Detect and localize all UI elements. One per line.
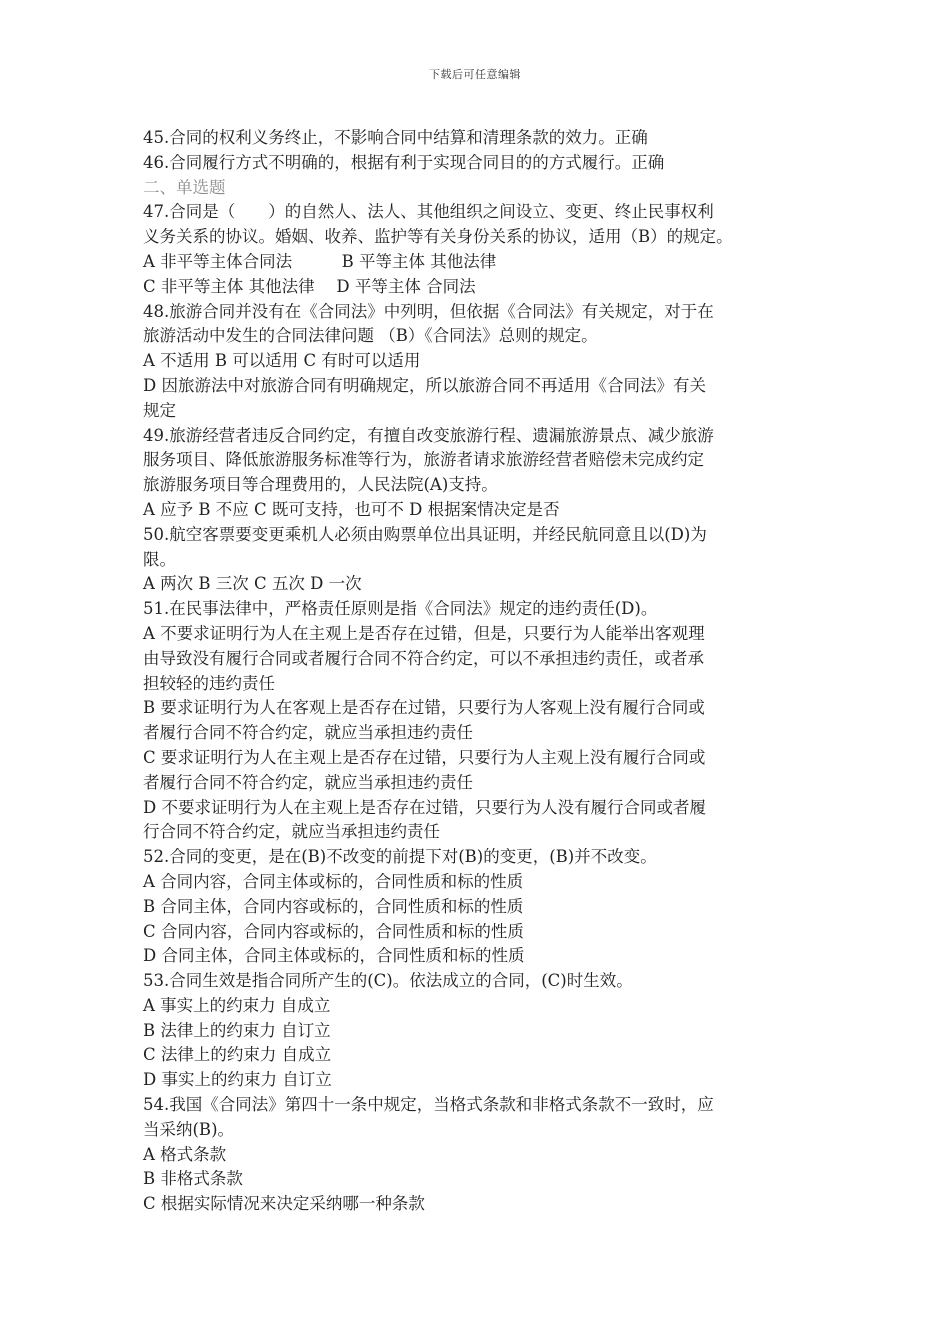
text-line: 限。 — [143, 549, 176, 569]
text-line: A 合同内容，合同主体或标的，合同性质和标的性质 — [143, 871, 524, 891]
text-line: 54.我国《合同法》第四十一条中规定，当格式条款和非格式条款不一致时，应 — [143, 1095, 714, 1115]
text-line: 由导致没有履行合同或者履行合同不符合约定，可以不承担违约责任，或者承 — [143, 648, 704, 668]
text-line: B 要求证明行为人在客观上是否存在过错，只要行为人客观上没有履行合同或 — [143, 698, 705, 718]
text-line: 义务关系的协议。婚姻、收养、监护等有关身份关系的协议，适用（B）的规定。 — [143, 227, 733, 247]
text-line: D 因旅游法中对旅游合同有明确规定，所以旅游合同不再适用《合同法》有关 — [143, 375, 706, 395]
page-header: 下载后可任意编辑 — [429, 68, 521, 81]
text-line: C 根据实际情况来决定采纳哪一种条款 — [143, 1194, 425, 1214]
text-line: 旅游服务项目等合理费用的，人民法院(A)支持。 — [143, 475, 498, 495]
text-line: 当采纳(B)。 — [143, 1119, 234, 1139]
text-line: C 法律上的约束力 自成立 — [143, 1045, 332, 1065]
text-line: D 事实上的约束力 自订立 — [143, 1070, 332, 1090]
text-line: 者履行合同不符合约定，就应当承担违约责任 — [143, 772, 473, 792]
text-line: 行合同不符合约定，就应当承担违约责任 — [143, 822, 440, 842]
text-line: 50.航空客票要变更乘机人必须由购票单位出具证明，并经民航同意且以(D)为 — [143, 524, 707, 544]
text-line: A 应予 B 不应 C 既可支持，也可不 D 根据案情决定是否 — [143, 499, 560, 519]
text-line: 47.合同是（ ）的自然人、法人、其他组织之间设立、变更、终止民事权利 — [143, 202, 714, 222]
text-line: 担较轻的违约责任 — [143, 673, 275, 693]
text-line: 46.合同履行方式不明确的，根据有利于实现合同目的的方式履行。正确 — [143, 152, 665, 172]
text-line: A 不要求证明行为人在主观上是否存在过错，但是，只要行为人能举出客观理 — [143, 623, 705, 643]
text-line: A 不适用 B 可以适用 C 有时可以适用 — [143, 351, 421, 371]
text-line: B 非格式条款 — [143, 1169, 243, 1189]
text-line: 旅游活动中发生的合同法律问题 （B）《合同法》总则的规定。 — [143, 326, 598, 346]
text-line: A 非平等主体合同法 B 平等主体 其他法律 — [143, 251, 497, 271]
text-line: 48.旅游合同并没有在《合同法》中列明，但依据《合同法》有关规定，对于在 — [143, 301, 714, 321]
section-heading: 二、单选题 — [143, 177, 226, 197]
text-line: A 两次 B 三次 C 五次 D 一次 — [143, 574, 362, 594]
document-body — [143, 126, 823, 1217]
text-line: A 事实上的约束力 自成立 — [143, 995, 331, 1015]
text-line: D 合同主体，合同主体或标的，合同性质和标的性质 — [143, 946, 525, 966]
text-line: 51.在民事法律中，严格责任原则是指《合同法》规定的违约责任(D)。 — [143, 599, 658, 619]
text-line: 规定 — [143, 400, 176, 420]
text-line: 服务项目、降低旅游服务标准等行为，旅游者请求旅游经营者赔偿未完成约定 — [143, 450, 704, 470]
text-line: C 要求证明行为人在主观上是否存在过错，只要行为人主观上没有履行合同或 — [143, 747, 706, 767]
text-line: B 法律上的约束力 自订立 — [143, 1020, 331, 1040]
text-line: A 格式条款 — [143, 1144, 227, 1164]
text-line: 者履行合同不符合约定，就应当承担违约责任 — [143, 723, 473, 743]
text-line: 52.合同的变更，是在(B)不改变的前提下对(B)的变更，(B)并不改变。 — [143, 847, 657, 867]
text-line: C 非平等主体 其他法律 D 平等主体 合同法 — [143, 276, 476, 296]
text-line: 53.合同生效是指合同所产生的(C)。依法成立的合同，(C)时生效。 — [143, 971, 633, 991]
text-line: 49.旅游经营者违反合同约定，有擅自改变旅游行程、遗漏旅游景点、减少旅游 — [143, 425, 714, 445]
text-line: D 不要求证明行为人在主观上是否存在过错，只要行为人没有履行合同或者履 — [143, 797, 706, 817]
text-line: 45.合同的权利义务终止，不影响合同中结算和清理条款的效力。正确 — [143, 128, 648, 147]
text-line: B 合同主体，合同内容或标的，合同性质和标的性质 — [143, 896, 524, 916]
text-line: C 合同内容，合同内容或标的，合同性质和标的性质 — [143, 921, 524, 941]
